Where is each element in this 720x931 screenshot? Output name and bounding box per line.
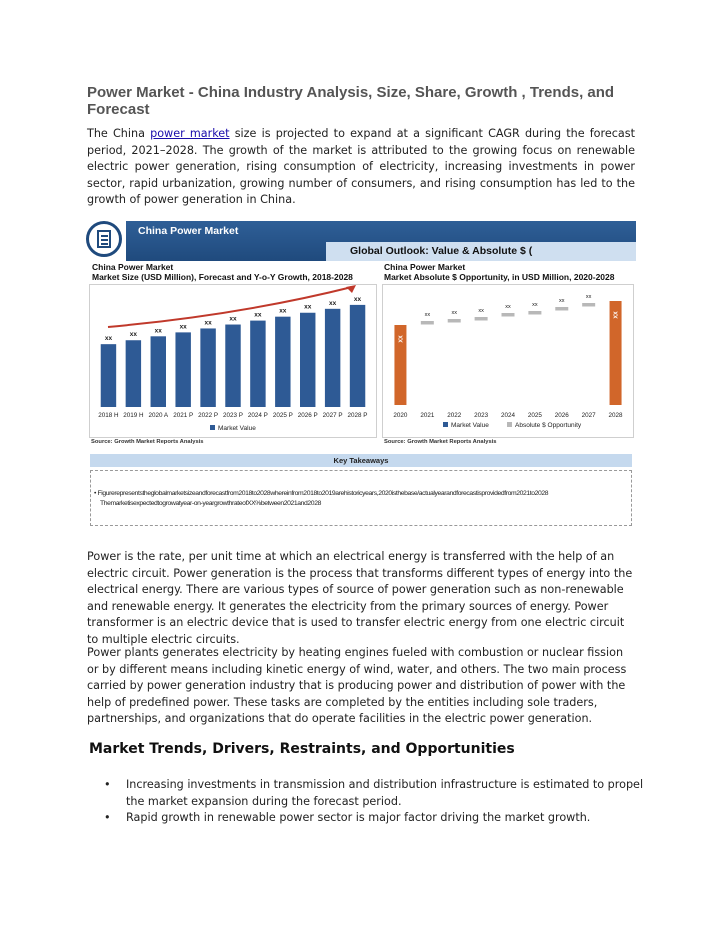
page-title: Power Market - China Industry Analysis, Size, Share, Growth , Trends, and Forecast: [87, 84, 615, 118]
x-tick-label: 2022: [447, 412, 462, 419]
bar-market-value: [175, 332, 190, 407]
bar-data-label: xx: [279, 307, 287, 315]
bar-data-label: xx: [229, 315, 237, 323]
bar-absolute-opportunity: [582, 303, 595, 307]
left-chart-title: [92, 262, 353, 282]
x-tick-label: 2023 P: [223, 412, 243, 419]
takeaway-line-2: Themarketisexpectedtogrowatyear-on-yeargrowthrateofXX%between2021and2028: [100, 500, 321, 507]
x-tick-label: 2024: [500, 412, 516, 419]
x-tick-label: 2023: [474, 412, 489, 419]
bar-data-label: xx: [204, 319, 212, 327]
bar-data-label: xx: [478, 308, 484, 314]
power-market-link[interactable]: power market: [150, 127, 230, 140]
x-tick-label: 2028 P: [347, 412, 368, 419]
x-tick-label: 2021: [420, 412, 435, 419]
bullet-list: [104, 777, 644, 827]
bar-data-label: xx: [329, 299, 337, 307]
right-chart-title: [384, 262, 615, 282]
x-tick-label: 2024 P: [247, 412, 268, 419]
left-chart-svg: [90, 285, 376, 437]
bar-absolute-opportunity: [421, 321, 434, 325]
takeaway-line-1: • Figurerepresentstheglobalmarketsizeandforecastfrom2018to2028whereinfrom2018to2019arehistoricyears,2020isthebase/actualyearandforecastisprovidedfrom2021to2028: [94, 490, 549, 497]
bar-data-label: xx: [505, 304, 511, 310]
right-chart-title-line1: China Power Market: [384, 262, 466, 272]
legend-swatch-absolute-opportunity: [507, 422, 512, 427]
x-tick-label: 2025 P: [272, 412, 293, 419]
bar-market-value: [126, 340, 141, 407]
x-tick-label: 2019 H: [123, 412, 144, 419]
bar-data-label: XX: [613, 311, 620, 319]
infographic-banner: [126, 221, 636, 261]
bar-data-label: xx: [585, 294, 592, 300]
bar-market-value: [275, 317, 290, 407]
bar-data-label: xx: [154, 327, 162, 335]
bullet-item: • Rapid growth in renewable power sector is major factor driving the market growth.: [104, 810, 644, 827]
right-chart-title-line2: Market Absolute $ Opportunity, in USD Million, 2020-2028: [384, 272, 615, 282]
bar-data-label: xx: [353, 295, 362, 303]
right-chart-source: Source: Growth Market Reports Analysis: [384, 439, 497, 445]
x-tick-label: 2021 P: [173, 412, 194, 419]
x-tick-label: 2022 P: [198, 412, 219, 419]
bar-data-label: xx: [451, 310, 457, 316]
bar-data-label: xx: [254, 311, 262, 319]
x-tick-label: 2026 P: [297, 412, 318, 419]
x-tick-label: 2025: [527, 412, 542, 419]
x-tick-label: 2027 P: [322, 412, 343, 419]
bar-data-label: xx: [424, 312, 431, 318]
bullet-dot-icon: •: [104, 778, 111, 791]
bar-data-label: xx: [304, 303, 312, 311]
bar-market-value: [101, 344, 116, 407]
bar-absolute-opportunity: [502, 313, 515, 317]
bar-data-label: xx: [559, 298, 565, 304]
legend-swatch-market-value: [210, 425, 215, 430]
right-chart-svg: [383, 285, 633, 437]
bar-market-value: [200, 328, 215, 407]
x-tick-label: 2026: [554, 412, 569, 419]
paragraph-3: Power plants generates electricity by heating engines fueled with combustion or nuclear fission or by different means including kinetic energy of wind, water, and others. The two main process carried by power generation industry that is producing power and distribution of power with the help of predefined power. These tasks are completed by the entities including sole traders, partnerships, and organizations that do operate facilities in the electric power generation.: [87, 646, 627, 725]
right-chart: [382, 284, 634, 438]
x-tick-label: 2020: [393, 412, 408, 419]
x-tick-label: 2028: [608, 412, 623, 419]
bar-absolute-opportunity: [555, 307, 568, 311]
left-chart: [89, 284, 377, 438]
bar-data-label: xx: [129, 331, 137, 339]
intro-paragraph: [87, 126, 635, 209]
section-heading: Market Trends, Drivers, Restraints, and Opportunities: [89, 741, 515, 757]
key-takeaways-header: Key Takeaways: [90, 454, 632, 467]
legend-swatch-market-value: [443, 422, 448, 427]
x-tick-label: 2018 H: [98, 412, 119, 419]
left-chart-title-line2: Market Size (USD Million), Forecast and Y-o-Y Growth, 2018-2028: [92, 272, 353, 282]
bullet-item: • Increasing investments in transmission and distribution infrastructure is estimated to propel the market expansion during the forecast period.: [104, 778, 644, 808]
bar-market-value: [325, 309, 340, 407]
infographic: [86, 216, 636, 528]
bar-market-value: [151, 336, 166, 407]
x-tick-label: 2020 A: [148, 412, 169, 419]
bullet-dot-icon: •: [104, 811, 111, 824]
left-chart-title-line1: China Power Market: [92, 262, 174, 272]
legend-absolute-opportunity: Absolute $ Opportunity: [515, 422, 582, 429]
bar-absolute-opportunity: [528, 311, 541, 315]
bar-data-label: XX: [398, 335, 405, 343]
x-tick-label: 2027: [581, 412, 596, 419]
bar-data-label: xx: [104, 335, 113, 343]
bar-market-value: [250, 321, 265, 407]
bar-market-value: [300, 313, 315, 407]
document-icon: [86, 221, 122, 257]
left-chart-source: Source: Growth Market Reports Analysis: [91, 439, 204, 445]
bar-absolute-opportunity: [448, 319, 461, 323]
paragraph-2: Power is the rate, per unit time at which an electrical energy is transferred with the help of an electric circuit. Power generation is the process that transforms different types of energy into the electrical energy. There are various types of source of power generation such as non-renewable and renewable energy. It generates the electricity from the primary sources of energy. Power transformer is an electric device that is used to transfer electric energy from one electric circuit to multiple electric circuits.: [87, 550, 633, 646]
legend-market-value: Market Value: [451, 422, 489, 429]
bar-absolute-opportunity: [475, 317, 488, 321]
intro-text-end: size is projected to expand at a significant CAGR during the forecast period, 2021–2028. The growth of the market is attributed to the growing focus on renewable electric power generation, rising consumption of electricity, increasing investments in power sector, rapid urbanization, growing number of consumers, and rising consumption has led to the growth of power generation in China.: [87, 127, 635, 206]
banner-title: China Power Market: [138, 225, 239, 237]
bar-market-value: [350, 305, 365, 407]
bar-data-label: xx: [532, 302, 538, 308]
bar-data-label: xx: [179, 323, 187, 331]
banner-subtitle-strip: [326, 242, 636, 261]
intro-text-start: The China: [87, 127, 151, 140]
bar-market-value: [225, 325, 240, 407]
banner-subtitle: Global Outlook: Value & Absolute $ (: [350, 245, 533, 257]
legend-market-value: Market Value: [218, 425, 256, 432]
